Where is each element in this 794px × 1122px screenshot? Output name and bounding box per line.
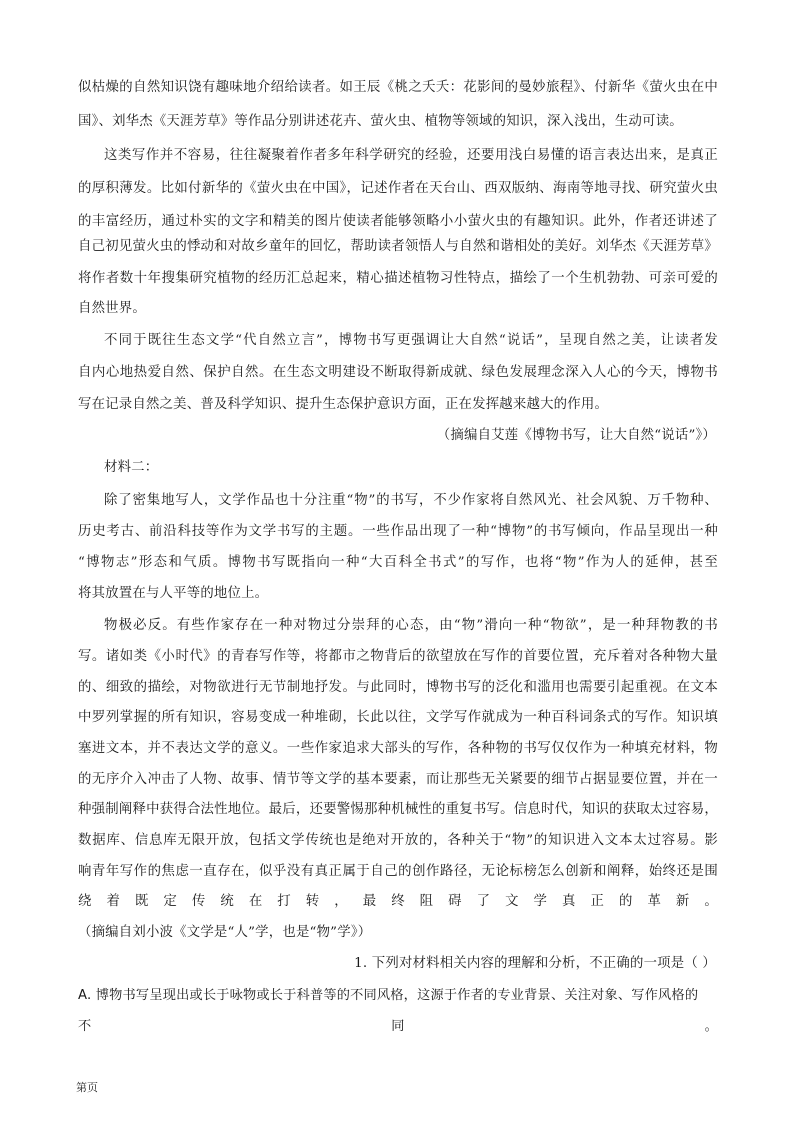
text-line: 响青年写作的焦虑一直存在，似乎没有真正属于自己的创作路径，无论标榜怎么创新和阐释，始终还是围 [78, 864, 718, 879]
text-line: 写。诸如类《小时代》的青春写作等，将都市之物背后的欲望放在写作的首要位置，充斥着对各种物大量 [78, 649, 718, 664]
text-line: 自己初见萤火虫的悸动和对故乡童年的回忆，帮助读者领悟人与自然和谐相处的美好。刘华杰《天涯芳草》 [78, 239, 718, 254]
text-line: 写在记录自然之美、普及科学知识、提升生态保护意识方面，正在发挥越来越大的作用。 [78, 397, 609, 412]
text-line: 绕着既定传统在打转，最终阻碍了文学真正的革新。 [78, 894, 718, 909]
text-line: 将其放置在与人平等的地位上。 [78, 586, 269, 601]
text-line: 似枯燥的自然知识饶有趣味地介绍给读者。如王辰《桃之夭夭：花影间的曼妙旅程》、付新华《萤火虫在中 [78, 80, 718, 95]
text-line: 不同于既往生态文学“代自然立言”，博物书写更强调让大自然“说话”，呈现自然之美，让读者发 [104, 333, 718, 348]
text-line: 种强制阐释中获得合法性地位。最后，还要警惕那种机械性的重复书写。信息时代，知识的获取太过容易， [78, 802, 718, 817]
text-line: 物极必反。有些作家存在一种对物过分崇拜的心态，由“物”滑向一种“物欲”，是一种拜物教的书 [104, 618, 718, 633]
source-citation: 1. 下列对材料相关内容的理解和分析，不正确的一项是（ ） [354, 956, 716, 971]
text-line: 的、细致的描绘，对物欲进行无节制地抒发。与此同时，博物书写的泛化和滥用也需要引起重视。在文本 [78, 680, 718, 695]
text-line: 塞进文本，并不表达文学的意义。一些作家追求大部头的写作，各种物的书写仅仅作为一种填充材料，物 [78, 741, 718, 756]
text-line: 的无序介入冲击了人物、故事、情节等文学的基本要素，而让那些无关紧要的细节占据显要位置，并在一 [78, 772, 718, 787]
text-line: 的厚积薄发。比如付新华的《萤火虫在中国》，记述作者在天台山、西双版纳、海南等地寻找、研究萤火虫 [78, 181, 718, 196]
text-line: “博物志”形态和气质。博物书写既指向一种“大百科全书式”的写作，也将“物”作为人的延伸，甚至 [78, 555, 718, 570]
text-line: 的丰富经历，通过朴实的文字和精美的图片使读者能够领略小小萤火虫的有趣知识。此外，作者还讲述了 [78, 214, 718, 229]
option-a: 不同。 [78, 1019, 718, 1034]
text-line: 国》、刘华杰《天涯芳草》等作品分别讲述花卉、萤火虫、植物等领域的知识，深入浅出，生动可读。 [78, 114, 683, 129]
text-line: 自然世界。 [78, 301, 146, 316]
page-footer: 第页 [76, 1081, 98, 1094]
text-line: 中罗列掌握的所有知识，容易变成一种堆砌，长此以往，文学写作就成为一种百科词条式的写作。知识填 [78, 710, 718, 725]
source-citation: （摘编自艾莲《博物书写，让大自然“说话”》） [436, 428, 716, 443]
text-line: 自内心地热爱自然、保护自然。在生态文明建设不断取得新成就、绿色发展理念深入人心的今天，博物书 [78, 365, 718, 380]
text-line: 历史考古、前沿科技等作为文学书写的主题。一些作品出现了一种“博物”的书写倾向，作品呈现出一种 [78, 524, 718, 539]
question-stem: A. 博物书写呈现出或长于咏物或长于科普等的不同风格，这源于作者的专业背景、关注对象、写作风格的 [78, 988, 699, 1003]
text-line: 除了密集地写人，文学作品也十分注重“物”的书写，不少作家将自然风光、社会风貌、万千物种、 [104, 493, 718, 508]
text-line: 数据库、信息库无限开放，包括文学传统也是绝对开放的，各种关于“物”的知识进入文本太过容易。影 [78, 833, 718, 848]
text-line: （摘编自刘小波《文学是“人”学，也是“物”学》） [78, 925, 372, 940]
text-line: 这类写作并不容易，往往凝聚着作者多年科学研究的经验，还要用浅白易懂的语言表达出来，是真正 [104, 148, 718, 163]
section-heading: 材料二： [104, 460, 159, 475]
text-line: 将作者数十年搜集研究植物的经历汇总起来，精心描述植物习性特点，描绘了一个生机勃勃、可亲可爱的 [78, 271, 718, 286]
